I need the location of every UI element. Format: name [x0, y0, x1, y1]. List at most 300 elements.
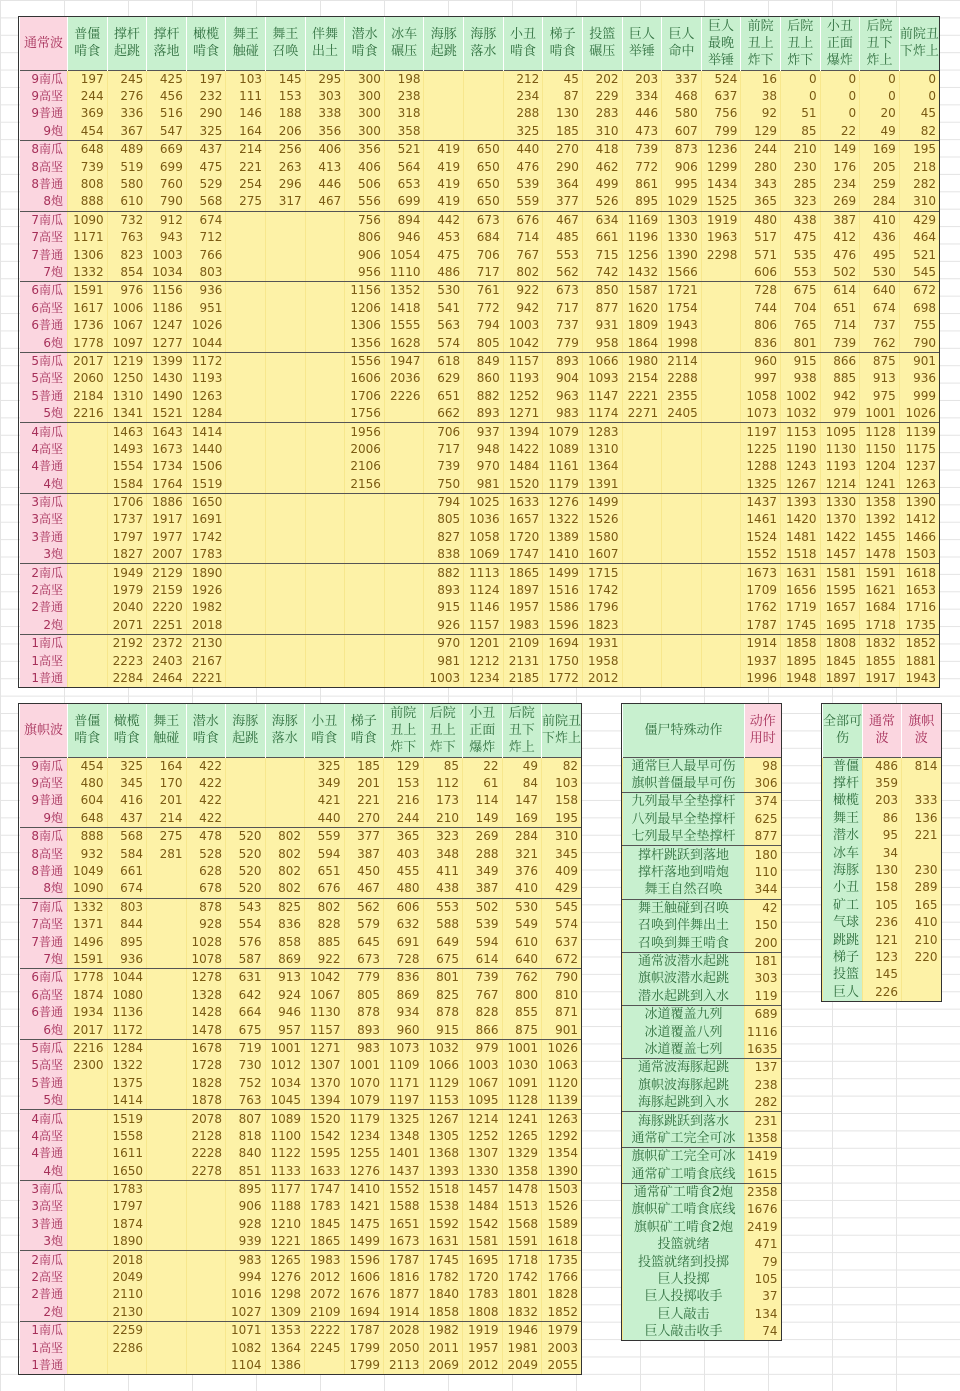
- normal-wave-cell: 0: [820, 70, 860, 88]
- normal-wave-cell: [68, 635, 108, 653]
- zombie-hp-header-name: 全部可伤: [823, 704, 863, 757]
- normal-wave-cell: 541: [424, 300, 464, 317]
- normal-wave-cell: 506: [345, 176, 385, 193]
- normal-wave-cell: 338: [305, 105, 345, 122]
- flag-wave-cell: [226, 775, 266, 792]
- flag-wave-cell: 1694: [344, 1304, 384, 1322]
- normal-wave-row: [20, 211, 940, 229]
- flag-wave-cell: [147, 1021, 187, 1039]
- zombie-action-row: [623, 1130, 781, 1148]
- flag-wave-cell: 673: [344, 951, 384, 969]
- normal-wave-cell: 1554: [107, 458, 147, 475]
- flag-wave-row-label: 2南瓜: [20, 1251, 68, 1269]
- normal-wave-cell: 946: [384, 229, 424, 246]
- normal-wave-cell: 732: [107, 211, 147, 229]
- normal-wave-cell: 0: [780, 88, 820, 105]
- normal-wave-row-label: 8普通: [20, 176, 68, 193]
- normal-wave-cell: 1653: [899, 582, 939, 599]
- flag-wave-cell: 1128: [502, 1092, 542, 1110]
- normal-wave-row: [20, 88, 940, 105]
- normal-wave-cell: 1390: [899, 493, 939, 511]
- zombie-action-name: 通常矿工啃食底线: [623, 1165, 745, 1183]
- zombie-hp-flag: [902, 844, 941, 861]
- zombie-action-row: [623, 1059, 781, 1077]
- normal-wave-cell: 0: [820, 105, 860, 122]
- normal-wave-row: [20, 546, 940, 564]
- zombie-action-name: 旗帜波海豚起跳: [623, 1077, 745, 1094]
- flag-wave-cell: 1197: [384, 1092, 424, 1110]
- normal-wave-cell: 1303: [662, 211, 702, 229]
- flag-wave-cell: 1858: [423, 1304, 463, 1322]
- flag-wave-cell: 1328: [186, 987, 226, 1004]
- flag-wave-cell: 888: [68, 828, 108, 846]
- zombie-action-time: 238: [745, 1077, 781, 1094]
- normal-wave-row: [20, 105, 940, 122]
- normal-wave-cell: [266, 317, 306, 334]
- flag-wave-cell: 1045: [265, 1092, 305, 1110]
- flag-wave-cell: [265, 757, 305, 775]
- normal-wave-cell: 276: [107, 88, 147, 105]
- flag-wave-cell: 1049: [68, 863, 108, 880]
- flag-wave-cell: 2018: [107, 1251, 147, 1269]
- normal-wave-cell: [622, 475, 662, 493]
- flag-wave-cell: 939: [226, 1233, 266, 1251]
- flag-wave-row-label: 1高坚: [20, 1339, 68, 1356]
- normal-wave-cell: 1983: [503, 617, 543, 635]
- normal-wave-cell: [305, 511, 345, 528]
- flag-wave-row-label: 4高坚: [20, 1128, 68, 1145]
- normal-wave-cell: 2036: [384, 370, 424, 387]
- normal-wave-cell: [266, 652, 306, 669]
- normal-wave-cell: 943: [147, 229, 187, 246]
- normal-wave-cell: 915: [780, 352, 820, 370]
- normal-wave-cell: [226, 246, 266, 263]
- zombie-hp-normal: 236: [863, 914, 902, 931]
- normal-wave-row-label: 3南瓜: [20, 493, 68, 511]
- flag-wave-cell: 1368: [423, 1145, 463, 1162]
- zombie-action-name: 撑杆跳跃到落地: [623, 846, 745, 864]
- flag-wave-cell: 828: [463, 1004, 503, 1021]
- flag-wave-row-label: 6南瓜: [20, 969, 68, 987]
- flag-wave-cell: 543: [226, 898, 266, 916]
- flag-wave-cell: [68, 1110, 108, 1128]
- flag-wave-cell: [186, 1269, 226, 1286]
- zombie-action-name: 旗帜矿工啃食2炮: [623, 1219, 745, 1236]
- flag-wave-row: [20, 757, 582, 775]
- normal-wave-row-label: 1普通: [20, 670, 68, 687]
- normal-wave-cell: [266, 423, 306, 441]
- zombie-action-row: [623, 1288, 781, 1305]
- normal-wave-cell: 446: [622, 105, 662, 122]
- flag-wave-cell: [186, 1251, 226, 1269]
- flag-wave-cell: 1271: [305, 1039, 345, 1057]
- normal-wave-cell: 419: [424, 141, 464, 159]
- flag-wave-cell: 275: [147, 828, 187, 846]
- zombie-action-time: 200: [745, 934, 781, 952]
- normal-wave-cell: 545: [899, 264, 939, 282]
- normal-wave-col-header: 前院丑上炸下: [741, 17, 781, 70]
- flag-wave-cell: 810: [542, 987, 582, 1004]
- flag-wave-row: [20, 1198, 582, 1215]
- zombie-hp-name: 气球: [823, 914, 863, 931]
- normal-wave-cell: [384, 599, 424, 616]
- normal-wave-cell: [226, 546, 266, 564]
- normal-wave-cell: [68, 493, 108, 511]
- normal-wave-cell: 230: [780, 158, 820, 175]
- normal-wave-cell: 0: [860, 88, 900, 105]
- flag-wave-cell: [68, 1162, 108, 1180]
- normal-wave-cell: 185: [543, 123, 583, 141]
- normal-wave-cell: 232: [186, 88, 226, 105]
- normal-wave-cell: 1234: [464, 670, 504, 687]
- normal-wave-row: [20, 158, 940, 175]
- normal-wave-cell: 2106: [345, 458, 385, 475]
- flag-wave-cell: 1263: [542, 1110, 582, 1128]
- normal-wave-row-label: 2南瓜: [20, 564, 68, 582]
- flag-wave-col-header: 后院丑上炸下: [423, 704, 463, 757]
- normal-wave-row-label: 9高坚: [20, 88, 68, 105]
- flag-wave-cell: 1633: [305, 1162, 345, 1180]
- normal-wave-cell: 877: [582, 300, 622, 317]
- zombie-action-name: 通常矿工啃食2炮: [623, 1183, 745, 1201]
- normal-wave-col-header: 冰车碾压: [384, 17, 424, 70]
- normal-wave-cell: 1796: [582, 599, 622, 616]
- normal-wave-cell: 640: [860, 282, 900, 300]
- flag-wave-cell: 1651: [384, 1216, 424, 1233]
- normal-wave-cell: 1499: [582, 493, 622, 511]
- normal-wave-col-header: 潜水啃食: [345, 17, 385, 70]
- zombie-action-row: [623, 1323, 781, 1340]
- normal-wave-cell: 1175: [899, 441, 939, 458]
- zombie-action-row: [623, 1112, 781, 1130]
- flag-wave-cell: 2113: [384, 1357, 424, 1374]
- normal-wave-cell: 1832: [860, 635, 900, 653]
- flag-wave-cell: [186, 1322, 226, 1340]
- zombie-hp-flag: 289: [902, 879, 941, 896]
- flag-wave-cell: 836: [384, 969, 424, 987]
- normal-wave-cell: [622, 441, 662, 458]
- flag-wave-cell: [147, 863, 187, 880]
- normal-wave-cell: 22: [820, 123, 860, 141]
- zombie-hp-table: [822, 704, 941, 1001]
- flag-wave-cell: 906: [226, 1198, 266, 1215]
- flag-wave-cell: 1030: [502, 1057, 542, 1074]
- normal-wave-cell: 885: [820, 370, 860, 387]
- zombie-hp-name: 巨人: [823, 984, 863, 1001]
- normal-wave-cell: 936: [899, 370, 939, 387]
- flag-wave-cell: 676: [305, 880, 345, 898]
- normal-wave-cell: [266, 282, 306, 300]
- zombie-hp-name: 梯子: [823, 949, 863, 966]
- zombie-action-name: 潜水起跳到入水: [623, 988, 745, 1006]
- flag-wave-cell: 1080: [107, 987, 147, 1004]
- zombie-actions-header-action: 僵尸特殊动作: [623, 704, 745, 757]
- normal-wave-cell: 1174: [582, 405, 622, 423]
- zombie-hp-name: 潜水: [823, 827, 863, 844]
- normal-wave-cell: 256: [266, 141, 306, 159]
- normal-wave-cell: 580: [107, 176, 147, 193]
- flag-wave-cell: 1265: [502, 1128, 542, 1145]
- normal-wave-cell: 1201: [464, 635, 504, 653]
- flag-wave-cell: 530: [502, 898, 542, 916]
- flag-wave-row: [20, 775, 582, 792]
- normal-wave-cell: 894: [384, 211, 424, 229]
- flag-wave-cell: 1003: [463, 1057, 503, 1074]
- flag-wave-cell: 1358: [502, 1162, 542, 1180]
- normal-wave-cell: 205: [860, 158, 900, 175]
- normal-wave-cell: 38: [741, 88, 781, 105]
- normal-wave-cell: [305, 493, 345, 511]
- flag-wave-cell: 1437: [384, 1162, 424, 1180]
- flag-wave-cell: 1591: [502, 1233, 542, 1251]
- flag-wave-cell: 1016: [226, 1286, 266, 1303]
- flag-wave-cell: 932: [68, 845, 108, 862]
- flag-wave-cell: 153: [384, 775, 424, 792]
- flag-wave-cell: 1718: [502, 1251, 542, 1269]
- flag-wave-cell: [68, 1145, 108, 1162]
- normal-wave-cell: 1783: [186, 546, 226, 564]
- normal-wave-cell: [345, 599, 385, 616]
- normal-wave-cell: 1197: [741, 423, 781, 441]
- normal-wave-row-label: 8炮: [20, 193, 68, 211]
- normal-wave-cell: [464, 88, 504, 105]
- normal-wave-cell: 1650: [186, 493, 226, 511]
- normal-wave-cell: [266, 458, 306, 475]
- normal-wave-cell: 1552: [741, 546, 781, 564]
- flag-wave-cell: 1631: [423, 1233, 463, 1251]
- normal-wave-cell: 1422: [820, 529, 860, 546]
- normal-wave-row: [20, 176, 940, 193]
- normal-wave-cell: 2251: [147, 617, 187, 635]
- normal-wave-cell: 676: [503, 211, 543, 229]
- normal-wave-cell: 610: [107, 193, 147, 211]
- normal-wave-cell: 1684: [860, 599, 900, 616]
- flag-wave-cell: 858: [265, 933, 305, 950]
- flag-wave-title: 旗帜波: [20, 704, 68, 757]
- flag-wave-cell: 801: [423, 969, 463, 987]
- flag-wave-row: [20, 1357, 582, 1374]
- normal-wave-cell: 480: [741, 211, 781, 229]
- flag-wave-cell: 606: [384, 898, 424, 916]
- normal-wave-cell: 300: [345, 105, 385, 122]
- zombie-hp-flag: 210: [902, 931, 941, 948]
- flag-wave-cell: 325: [305, 757, 345, 775]
- normal-wave-cell: 672: [899, 282, 939, 300]
- normal-wave-cell: 334: [622, 88, 662, 105]
- normal-wave-cell: 2185: [503, 670, 543, 687]
- normal-wave-cell: 412: [820, 229, 860, 246]
- normal-wave-cell: 563: [424, 317, 464, 334]
- normal-wave-body: [20, 70, 940, 687]
- flag-wave-cell: 2278: [186, 1162, 226, 1180]
- flag-wave-cell: 1618: [542, 1233, 582, 1251]
- flag-wave-cell: 520: [226, 880, 266, 898]
- normal-wave-cell: [266, 264, 306, 282]
- normal-wave-cell: 51: [780, 105, 820, 122]
- normal-wave-cell: 938: [780, 370, 820, 387]
- normal-wave-cell: 712: [186, 229, 226, 246]
- normal-wave-cell: [384, 635, 424, 653]
- normal-wave-col-header: 海豚起跳: [424, 17, 464, 70]
- normal-wave-cell: [226, 264, 266, 282]
- flag-wave-cell: 323: [423, 828, 463, 846]
- normal-wave-cell: 290: [543, 158, 583, 175]
- normal-wave-cell: 704: [780, 300, 820, 317]
- normal-wave-cell: 221: [226, 158, 266, 175]
- flag-wave-cell: 1252: [463, 1128, 503, 1145]
- normal-wave-cell: [622, 599, 662, 616]
- normal-wave-cell: [701, 352, 741, 370]
- zombie-hp-normal: 130: [863, 862, 902, 879]
- normal-wave-cell: [266, 475, 306, 493]
- flag-wave-cell: 409: [542, 863, 582, 880]
- flag-wave-cell: 1518: [423, 1180, 463, 1198]
- flag-wave-row-label: 9炮: [20, 810, 68, 828]
- flag-wave-cell: 2050: [384, 1339, 424, 1356]
- flag-wave-cell: 549: [502, 916, 542, 933]
- flag-wave-cell: [147, 1304, 187, 1322]
- zombie-hp-name: 投篮: [823, 966, 863, 983]
- flag-wave-cell: 288: [463, 845, 503, 862]
- normal-wave-cell: 1526: [582, 511, 622, 528]
- normal-wave-row: [20, 229, 940, 246]
- normal-wave-cell: 1481: [780, 529, 820, 546]
- normal-wave-cell: 1179: [543, 475, 583, 493]
- normal-wave-cell: 650: [464, 176, 504, 193]
- normal-wave-cell: 0: [820, 88, 860, 105]
- flag-wave-row-label: 7南瓜: [20, 898, 68, 916]
- normal-wave-cell: 956: [345, 264, 385, 282]
- flag-wave-cell: 915: [423, 1021, 463, 1039]
- normal-wave-cell: [266, 599, 306, 616]
- flag-wave-cell: 869: [265, 951, 305, 969]
- flag-wave-cell: 1071: [226, 1322, 266, 1340]
- flag-wave-cell: 2055: [542, 1357, 582, 1374]
- normal-wave-cell: [662, 564, 702, 582]
- normal-wave-cell: 1518: [780, 546, 820, 564]
- flag-wave-cell: [68, 1075, 108, 1092]
- normal-wave-cell: 564: [384, 158, 424, 175]
- normal-wave-cell: 571: [741, 246, 781, 263]
- normal-wave-cell: 739: [820, 334, 860, 352]
- normal-wave-cell: [266, 229, 306, 246]
- flag-wave-cell: 1890: [107, 1233, 147, 1251]
- zombie-action-time: 74: [745, 1323, 781, 1340]
- normal-wave-cell: 2114: [662, 352, 702, 370]
- flag-wave-cell: 1307: [305, 1057, 345, 1074]
- normal-wave-cell: 981: [464, 475, 504, 493]
- flag-wave-cell: 1354: [542, 1145, 582, 1162]
- normal-wave-cell: 1250: [107, 370, 147, 387]
- zombie-action-name: 通常巨人最早可伤: [623, 757, 745, 775]
- flag-wave-cell: 2028: [384, 1322, 424, 1340]
- normal-wave-row-label: 8南瓜: [20, 141, 68, 159]
- flag-wave-cell: 195: [542, 810, 582, 828]
- zombie-actions-header-row: [623, 704, 781, 757]
- flag-wave-col-header: 前院丑下炸上: [542, 704, 582, 757]
- normal-wave-cell: [701, 599, 741, 616]
- normal-wave-cell: [464, 105, 504, 122]
- normal-wave-cell: 524: [701, 70, 741, 88]
- normal-wave-cell: 202: [582, 70, 622, 88]
- zombie-action-row: [623, 1183, 781, 1201]
- normal-wave-cell: 1881: [899, 652, 939, 669]
- normal-wave-cell: 2223: [107, 652, 147, 669]
- normal-wave-col-header: 撑杆落地: [147, 17, 187, 70]
- normal-wave-cell: 1196: [622, 229, 662, 246]
- zombie-action-name: 冰道覆盖七列: [623, 1041, 745, 1059]
- flag-wave-cell: [147, 969, 187, 987]
- normal-wave-cell: [622, 635, 662, 653]
- flag-wave-cell: 1513: [502, 1198, 542, 1215]
- normal-wave-cell: 714: [820, 317, 860, 334]
- normal-wave-cell: 1284: [186, 405, 226, 423]
- zombie-hp-name: 冰车: [823, 844, 863, 861]
- flag-wave-cell: 1828: [186, 1075, 226, 1092]
- flag-wave-cell: 520: [226, 863, 266, 880]
- normal-wave-row: [20, 441, 940, 458]
- zombie-hp-normal: 105: [863, 897, 902, 914]
- normal-wave-cell: 45: [543, 70, 583, 88]
- flag-wave-cell: 1394: [305, 1092, 345, 1110]
- normal-wave-cell: [384, 529, 424, 546]
- flag-wave-cell: 1067: [305, 987, 345, 1004]
- normal-wave-cell: 2109: [503, 635, 543, 653]
- normal-wave-cell: 214: [226, 141, 266, 159]
- normal-wave-cell: [226, 388, 266, 405]
- normal-wave-row-label: 4普通: [20, 458, 68, 475]
- flag-wave-col-header: 前院丑上炸下: [384, 704, 424, 757]
- flag-wave-cell: 1120: [542, 1075, 582, 1092]
- normal-wave-cell: 1926: [186, 582, 226, 599]
- flag-wave-cell: 553: [423, 898, 463, 916]
- flag-wave-cell: 1558: [107, 1128, 147, 1145]
- zombie-action-row: [623, 952, 781, 970]
- normal-wave-row-label: 5高坚: [20, 370, 68, 387]
- flag-wave-cell: 1538: [423, 1198, 463, 1215]
- normal-wave-row: [20, 370, 940, 387]
- flag-wave-cell: 632: [384, 916, 424, 933]
- flag-wave-cell: [147, 951, 187, 969]
- zombie-hp-flag: 410: [902, 914, 941, 931]
- flag-wave-cell: [147, 1145, 187, 1162]
- normal-wave-cell: [305, 564, 345, 582]
- flag-wave-row-label: 8南瓜: [20, 828, 68, 846]
- flag-wave-cell: 1133: [265, 1162, 305, 1180]
- normal-wave-cell: 413: [305, 158, 345, 175]
- normal-wave-cell: 1410: [543, 546, 583, 564]
- flag-wave-cell: 1234: [344, 1128, 384, 1145]
- flag-wave-cell: [147, 1075, 187, 1092]
- flag-wave-row: [20, 1004, 582, 1021]
- flag-wave-cell: 2130: [107, 1304, 147, 1322]
- normal-wave-cell: 1288: [741, 458, 781, 475]
- flag-wave-cell: 614: [463, 951, 503, 969]
- normal-wave-cell: 618: [424, 352, 464, 370]
- normal-wave-cell: 197: [68, 70, 108, 88]
- normal-wave-cell: [622, 546, 662, 564]
- normal-wave-cell: 1036: [464, 511, 504, 528]
- normal-wave-cell: 1352: [384, 282, 424, 300]
- normal-wave-cell: 2226: [384, 388, 424, 405]
- normal-wave-cell: 739: [424, 458, 464, 475]
- normal-wave-header-row: [20, 17, 940, 70]
- normal-wave-cell: 553: [780, 264, 820, 282]
- normal-wave-cell: 823: [107, 246, 147, 263]
- normal-wave-cell: 284: [860, 193, 900, 211]
- flag-wave-cell: 387: [463, 880, 503, 898]
- zombie-action-time: 110: [745, 864, 781, 881]
